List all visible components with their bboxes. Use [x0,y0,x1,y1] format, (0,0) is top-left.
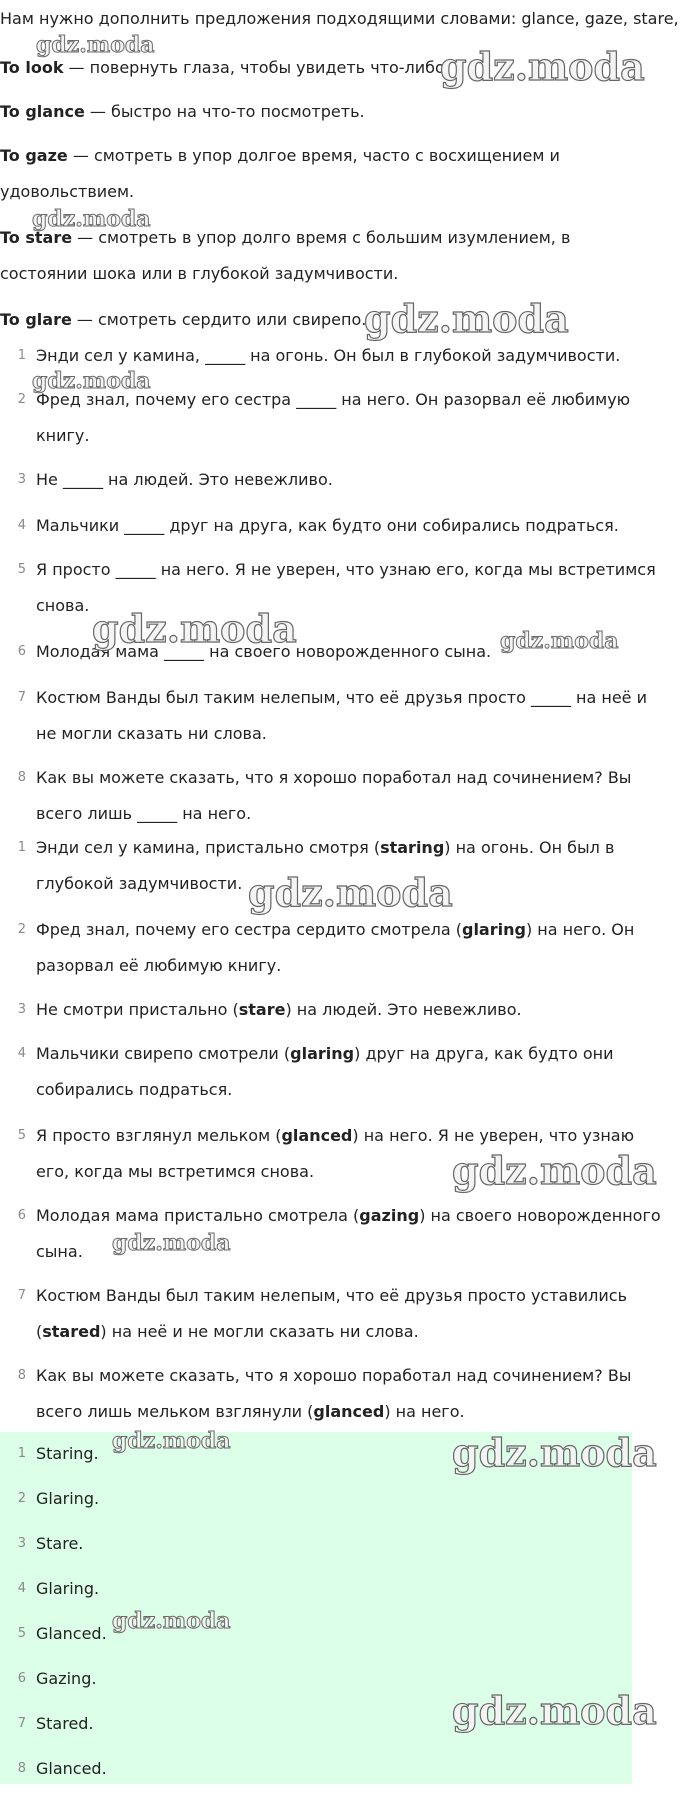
item-number: 1 [17,1446,26,1461]
watermark: gdz.moda [112,1230,231,1256]
item-number: 4 [17,518,26,533]
watermark: gdz.moda [248,870,453,915]
watermark: gdz.moda [452,1688,657,1733]
watermark: gdz.moda [112,1428,231,1454]
item-number: 3 [17,1002,26,1017]
answer-word: staring [380,838,445,857]
definition-term: To look [0,58,64,77]
definition-text: — смотреть в упор долгое время, часто с восхищением и удовольствием. [0,146,560,201]
item-text: Мальчики _____ друг на друга, как будто они собирались подраться. [36,516,619,535]
item-number: 6 [17,644,26,659]
answer-word: glaring [461,920,526,939]
watermark: gdz.moda [112,1608,231,1634]
item-text: Энди сел у камина, _____ на огонь. Он был в глубокой задумчивости. [36,346,621,365]
answer-word: glanced [281,1126,353,1145]
watermark: gdz.moda [452,1430,657,1475]
definition-text: — быстро на что-то посмотреть. [84,102,365,121]
item-number: 7 [17,690,26,705]
answer-word: glaring [290,1044,355,1063]
item-number: 5 [17,1128,26,1143]
definition-glance [0,94,660,130]
item-text: Костюм Ванды был таким нелепым, что её друзья просто _____ на неё и не могли сказать ни слова. [36,688,648,743]
item-number: 7 [17,1288,26,1303]
watermark: gdz.moda [452,1148,657,1193]
definition-text: — повернуть глаза, чтобы увидеть что-либо. [63,58,450,77]
item-text: Энди сел у камина, пристально смотря (staring) на огонь. Он был в глубокой задумчивости. [36,838,615,893]
item-number: 4 [17,1046,26,1061]
definition-term: To gaze [0,146,68,165]
definition-term: To glare [0,310,72,329]
watermark: gdz.moda [92,606,297,651]
item-number: 4 [17,1581,26,1596]
item-number: 6 [17,1671,26,1686]
answer-word: stared [42,1322,101,1341]
answer-text: Glanced. [36,1624,107,1643]
item-number: 6 [17,1208,26,1223]
intro-text: Нам нужно дополнить предложения подходящими словами: glance, gaze, stare, [0,9,679,28]
answer-text: Glaring. [36,1489,100,1508]
watermark: gdz.moda [500,628,619,654]
item-text: Фред знал, почему его сестра _____ на него. Он разорвал её любимую книгу. [36,390,631,445]
item-number: 5 [17,562,26,577]
item-number: 3 [17,1536,26,1551]
item-number: 2 [17,392,26,407]
watermark: gdz.moda [32,206,151,232]
item-number: 8 [17,1761,26,1776]
definition-gaze [0,138,660,210]
answer-text: Stared. [36,1714,94,1733]
item-text: Как вы можете сказать, что я хорошо поработал над сочинением? Вы всего лишь мельком взглянули (glanced) на него. [36,1366,632,1421]
definition-term: To stare [0,228,73,247]
item-text: Костюм Ванды был таким нелепым, что её друзья просто уставились (stared) на неё и не могли сказать ни слова. [36,1286,628,1341]
answer-word: gazing [359,1206,420,1225]
item-text: Мальчики свирепо смотрели (glaring) друг на друга, как будто они собирались подраться. [36,1044,614,1099]
watermark: gdz.moda [36,32,155,58]
item-number: 8 [17,770,26,785]
item-text: Я просто взглянул мельком (glanced) на него. Я не уверен, что узнаю его, когда мы встретимся снова. [36,1126,635,1181]
item-text: Как вы можете сказать, что я хорошо поработал над сочинением? Вы всего лишь _____ на него. [36,768,632,823]
item-number: 1 [17,840,26,855]
definition-term: To glance [0,102,85,121]
answer-text: Gazing. [36,1669,97,1688]
item-text: Не смотри пристально (stare) на людей. Это невежливо. [36,1000,522,1019]
item-text: Я просто _____ на него. Я не уверен, что узнаю его, когда мы встретимся снова. [36,560,656,615]
watermark: gdz.moda [440,44,645,89]
item-number: 2 [17,1491,26,1506]
watermark: gdz.moda [32,368,151,394]
answer-word: glanced [313,1402,385,1421]
item-number: 7 [17,1716,26,1731]
item-text: Молодая мама _____ на своего новорожденного сына. [36,642,492,661]
answer-text: Glaring. [36,1579,100,1598]
answer-text: Staring. [36,1444,99,1463]
item-number: 2 [17,922,26,937]
item-text: Фред знал, почему его сестра сердито смотрела (glaring) на него. Он разорвал её любимую книгу. [36,920,635,975]
watermark: gdz.moda [364,296,569,341]
item-number: 5 [17,1626,26,1641]
definition-text: — смотреть сердито или свирепо. [71,310,367,329]
definition-text: — смотреть в упор долго время с большим изумлением, в состоянии шока или в глубокой задумчивости. [0,228,571,283]
item-text: Не _____ на людей. Это невежливо. [36,470,333,489]
item-number: 3 [17,472,26,487]
item-text: Молодая мама пристально смотрела (gazing) на своего новорожденного сына. [36,1206,661,1261]
item-number: 8 [17,1368,26,1383]
answer-text: Stare. [36,1534,84,1553]
answer-word: stare [238,1000,286,1019]
item-number: 1 [17,348,26,363]
answer-text: Glanced. [36,1759,107,1778]
